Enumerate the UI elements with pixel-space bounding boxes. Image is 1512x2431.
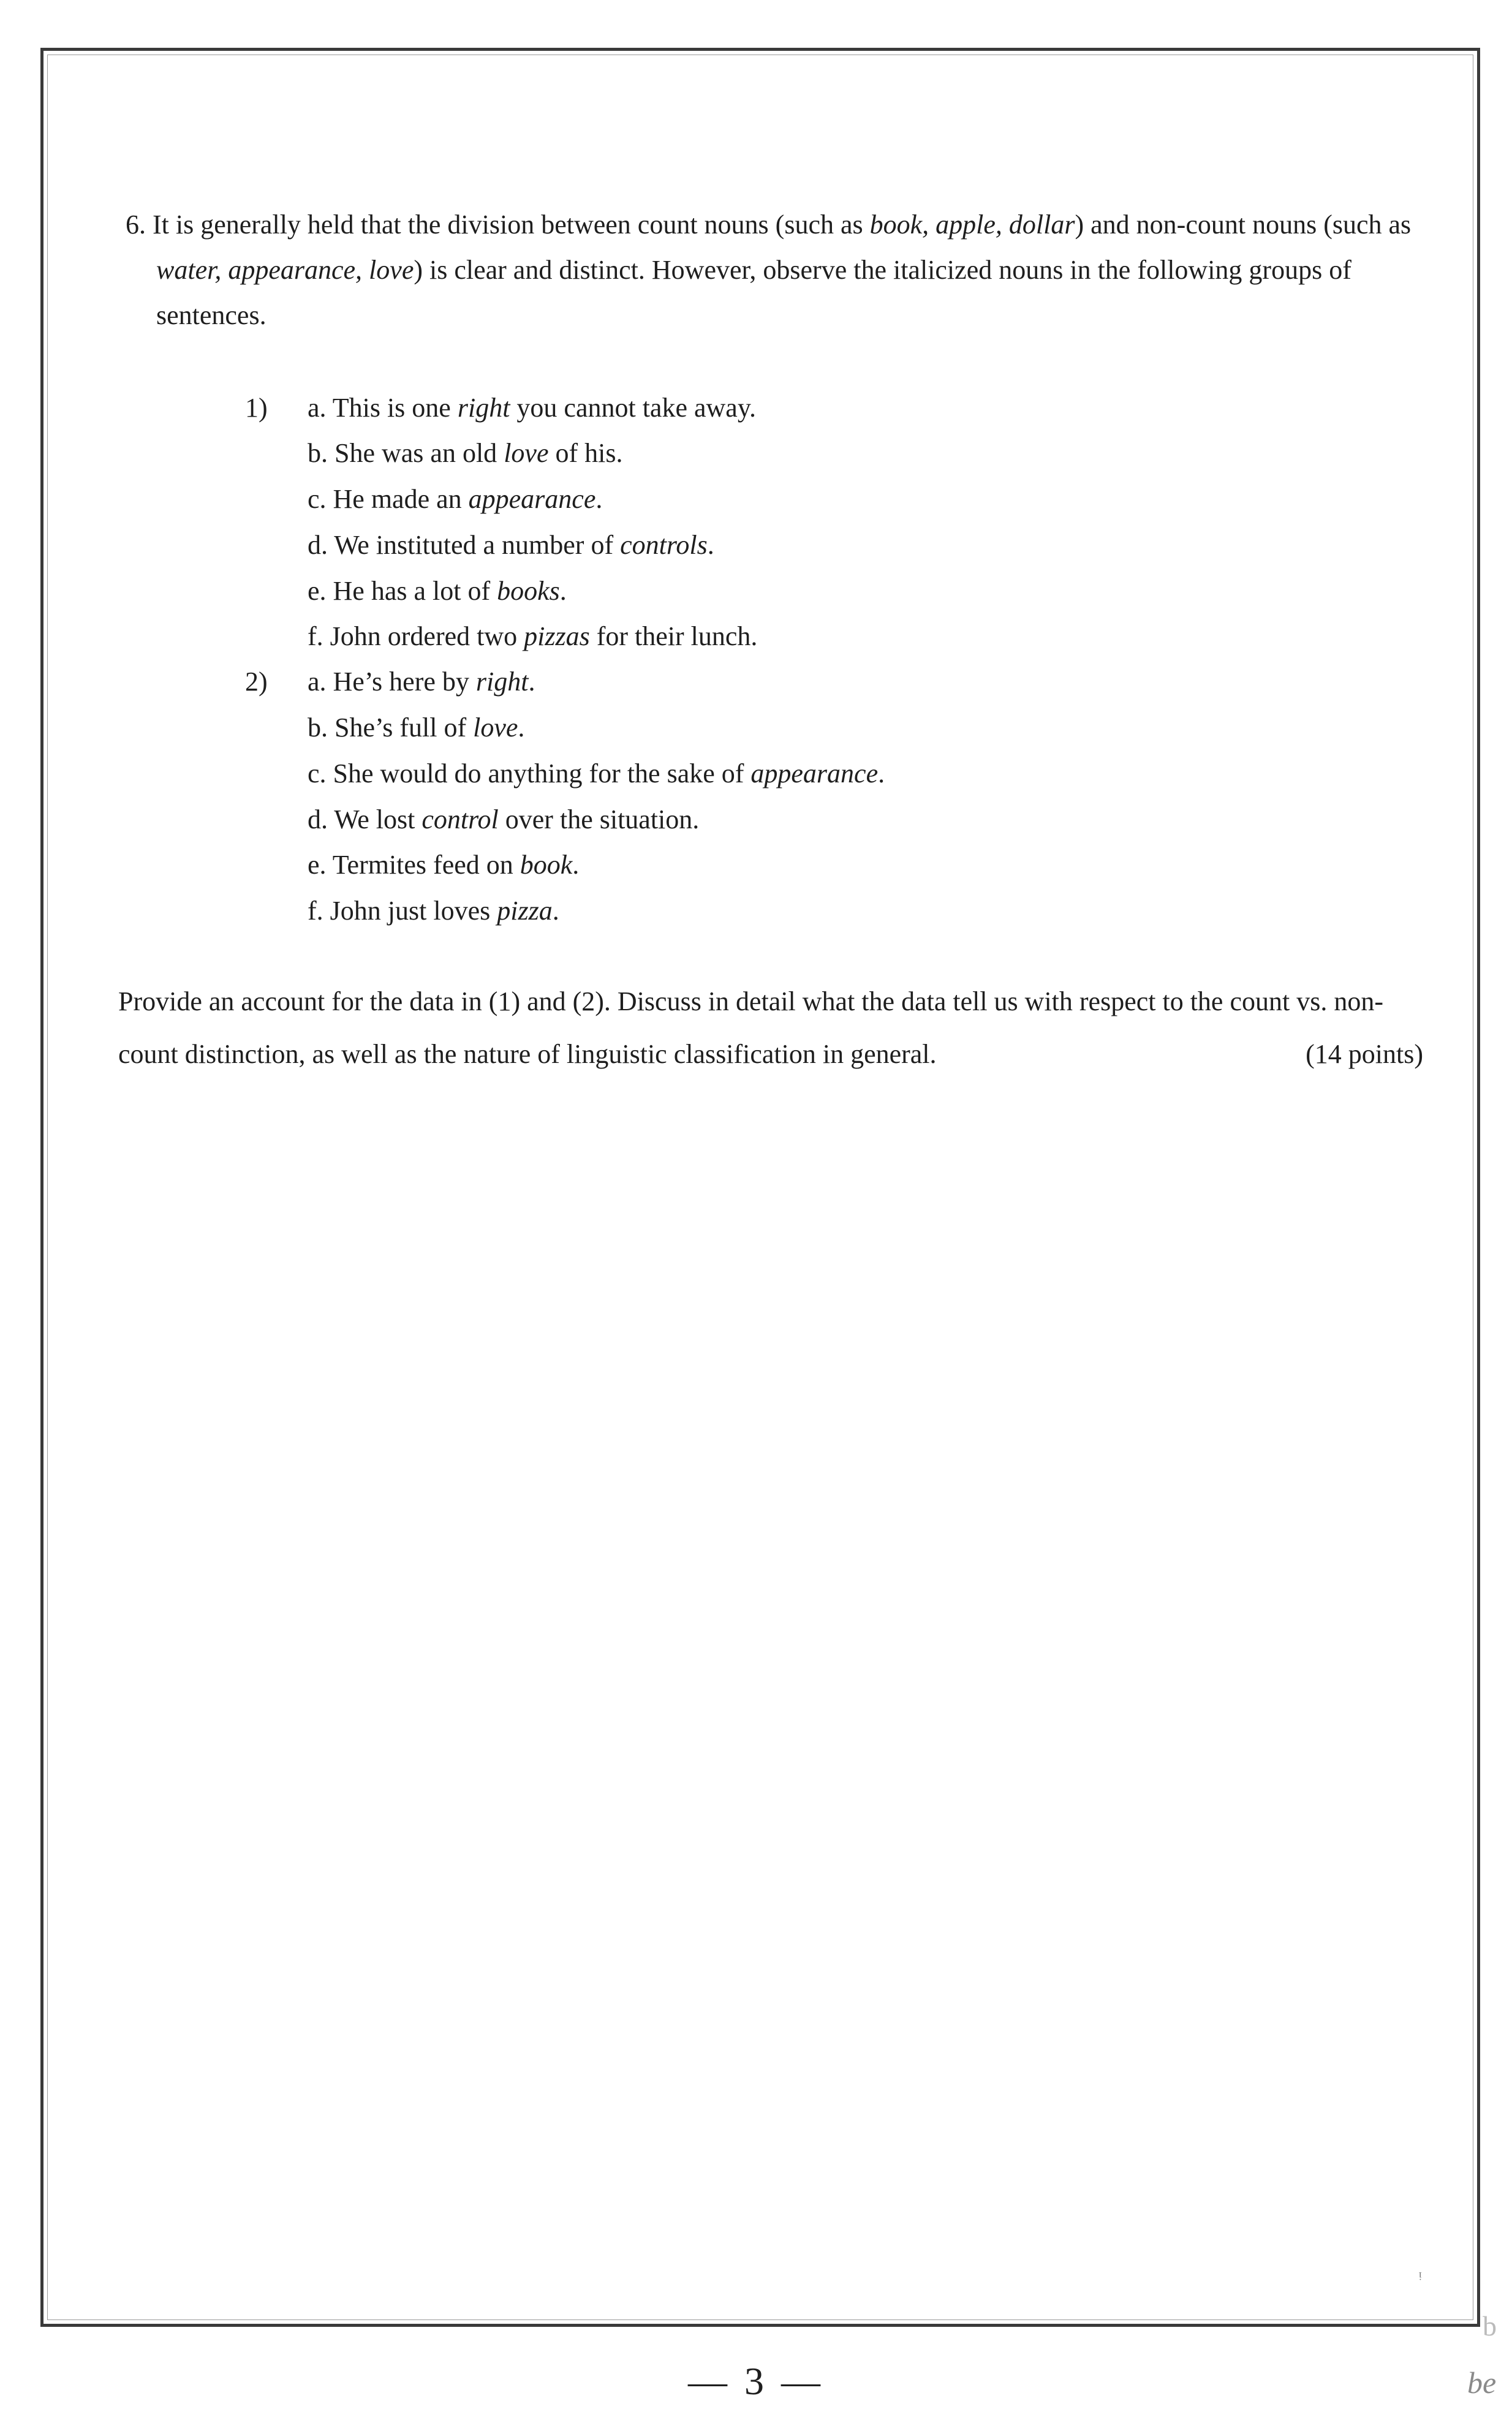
margin-scribble: be [1467, 2365, 1497, 2400]
scan-speck: ᵎ [1419, 2267, 1422, 2287]
question-instructions: Provide an account for the data in (1) and (2). Discuss in detail what the data tell us with respect to the count vs. non-count distinction, as well as the nature of linguistic classification in general. (14 points) [118, 975, 1423, 1081]
group-2-label: 2) [245, 667, 268, 697]
noncount-noun-examples: water, appearance, love [156, 255, 414, 285]
example-sentence: c. She would do anything for the sake of appearance. [308, 758, 885, 788]
question-number: 6. [126, 210, 146, 240]
question-6-prompt: 6. It is generally held that the division between count nouns (such as book, apple, dollar) and non-count nouns (such as water, appearance, love) is clear and distinct. However, observe the italicized nouns in the following groups of sentences. [126, 210, 1412, 330]
example-sentence: a. He’s here by right. [308, 667, 535, 697]
example-sentence: d. We lost control over the situation. [308, 804, 700, 834]
example-sentence: d. We instituted a number of controls. [308, 530, 714, 560]
example-sentence: f. John just loves pizza. [308, 896, 559, 926]
count-noun-examples: book, apple, dollar [869, 210, 1075, 240]
group-1-label: 1) [245, 393, 268, 423]
margin-scribble-top: b [1483, 2310, 1497, 2342]
example-sentence: e. He has a lot of books. [308, 576, 567, 606]
example-sentence: a. This is one right you cannot take away. [308, 393, 756, 423]
example-sentence: e. Termites feed on book. [308, 850, 580, 880]
page-border [40, 48, 1480, 2327]
example-sentence: c. He made an appearance. [308, 484, 603, 514]
example-sentence: b. She was an old love of his. [308, 438, 623, 468]
example-sentence: f. John ordered two pizzas for their lunch. [308, 621, 758, 651]
page-number: — 3 — [688, 2359, 824, 2403]
example-sentence: b. She’s full of love. [308, 713, 525, 743]
points-label: (14 points) [1306, 1039, 1423, 1069]
